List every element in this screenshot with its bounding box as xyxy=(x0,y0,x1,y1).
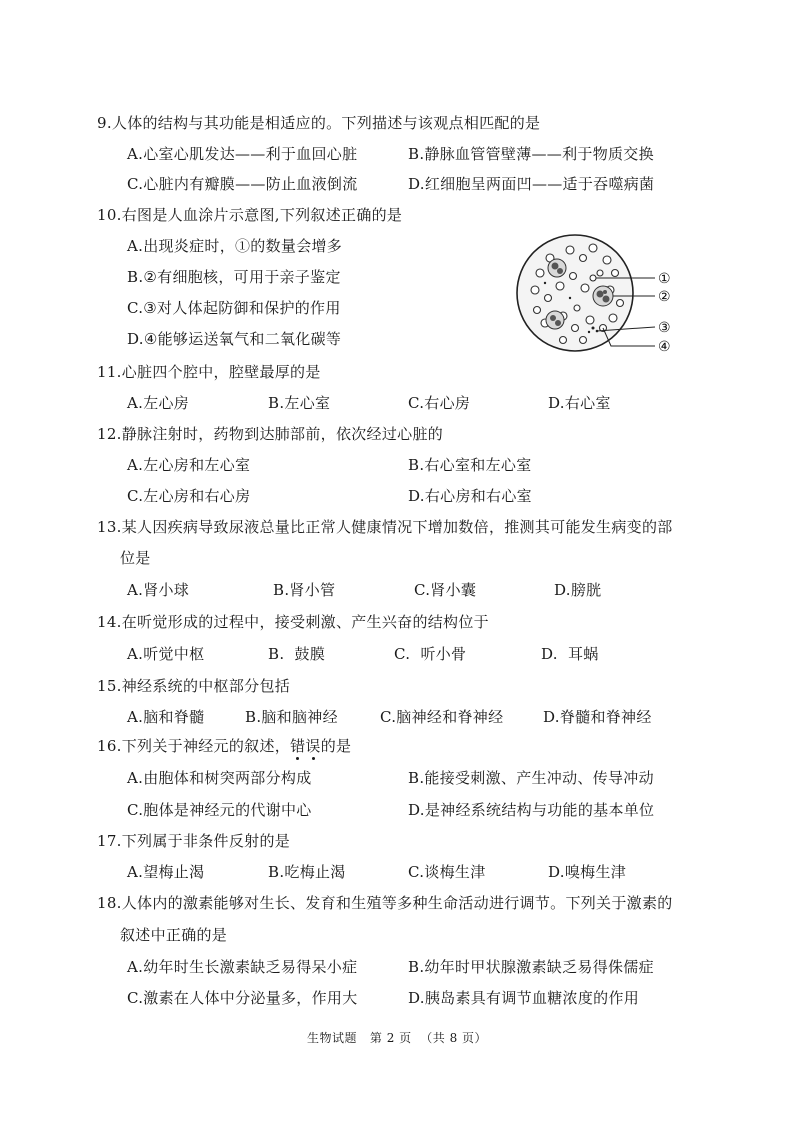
question-16-stem xyxy=(97,736,351,756)
question-13-option-c: C.肾小囊 xyxy=(414,581,477,599)
question-15-option-b: B.脑和脑神经 xyxy=(245,708,338,726)
figure-label-4: ④ xyxy=(658,339,671,355)
question-11-option-a: A.左心房 xyxy=(127,394,190,412)
question-16-option-a: A.由胞体和树突两部分构成 xyxy=(127,769,312,787)
question-14-option-d: D. 耳蜗 xyxy=(541,645,599,663)
question-10-option-b: B.②有细胞核，可用于亲子鉴定 xyxy=(127,268,341,286)
question-14-option-a: A.听觉中枢 xyxy=(127,645,205,663)
figure-label-3: ③ xyxy=(658,320,671,336)
blood-smear-figure xyxy=(515,228,685,358)
question-14-stem: 14.在听觉形成的过程中，接受刺激、产生兴奋的结构位于 xyxy=(97,613,489,631)
question-12-option-a: A.左心房和左心室 xyxy=(127,456,251,474)
question-18-option-d: D.胰岛素具有调节血糖浓度的作用 xyxy=(408,989,640,1007)
question-16-option-b: B.能接受刺激、产生冲动、传导冲动 xyxy=(408,769,654,787)
question-10-option-a: A.出现炎症时，①的数量会增多 xyxy=(127,237,343,255)
figure-label-1: ① xyxy=(658,271,671,287)
question-10-option-c: C.③对人体起防御和保护的作用 xyxy=(127,299,341,317)
question-16-emphasis-2: 误 xyxy=(305,737,321,755)
question-18-stem-line1: 18.人体内的激素能够对生长、发育和生殖等多种生命活动进行调节。下列关于激素的 xyxy=(97,894,673,912)
question-12-option-c: C.左心房和右心房 xyxy=(127,487,251,505)
question-13-stem-line1: 13.某人因疾病导致尿液总量比正常人健康情况下增加数倍，推测其可能发生病变的部 xyxy=(97,518,673,536)
question-18-option-a: A.幼年时生长激素缺乏易得呆小症 xyxy=(127,958,358,976)
question-11-option-c: C.右心房 xyxy=(408,394,471,412)
question-12-stem: 12.静脉注射时，药物到达肺部前，依次经过心脏的 xyxy=(97,425,444,443)
question-11-option-b: B.左心室 xyxy=(268,394,331,412)
question-11-stem: 11.心脏四个腔中，腔壁最厚的是 xyxy=(97,363,321,381)
question-16-emphasis-1: 错 xyxy=(290,737,306,755)
question-12-option-b: B.右心室和左心室 xyxy=(408,456,532,474)
question-16-stem-before: 16.下列关于神经元的叙述， xyxy=(97,737,291,755)
question-17-option-c: C.谈梅生津 xyxy=(408,863,486,881)
question-15-stem: 15.神经系统的中枢部分包括 xyxy=(97,677,291,695)
question-18-option-b: B.幼年时甲状腺激素缺乏易得侏儒症 xyxy=(408,958,654,976)
question-15-option-d: D.脊髓和脊神经 xyxy=(543,708,652,726)
question-13-option-a: A.肾小球 xyxy=(127,581,190,599)
question-13-stem-line2: 位是 xyxy=(120,549,151,567)
question-13-option-b: B.肾小管 xyxy=(273,581,336,599)
question-17-option-b: B.吃梅止渴 xyxy=(268,863,346,881)
question-17-option-a: A.望梅止渴 xyxy=(127,863,205,881)
question-12-option-d: D.右心房和右心室 xyxy=(408,487,532,505)
question-16-stem-after: 的是 xyxy=(320,737,352,755)
question-9-option-b: B.静脉血管管壁薄——利于物质交换 xyxy=(408,145,654,163)
question-9-option-c: C.心脏内有瓣膜——防止血液倒流 xyxy=(127,175,358,193)
page-footer: 生物试题 第 2 页 （共 8 页） xyxy=(306,1031,488,1045)
question-10-option-d: D.④能够运送氧气和二氧化碳等 xyxy=(127,330,342,348)
question-9-stem: 9.人体的结构与其功能是相适应的。下列描述与该观点相匹配的是 xyxy=(97,114,541,132)
figure-label-2: ② xyxy=(658,289,671,305)
question-14-option-c: C. 听小骨 xyxy=(394,645,467,663)
question-9-option-a: A.心室心肌发达——利于血回心脏 xyxy=(127,145,358,163)
question-18-stem-line2: 叙述中正确的是 xyxy=(120,926,228,944)
question-15-option-a: A.脑和脊髓 xyxy=(127,708,205,726)
question-17-stem: 17.下列属于非条件反射的是 xyxy=(97,832,291,850)
question-18-option-c: C.激素在人体中分泌量多，作用大 xyxy=(127,989,358,1007)
marker-1 xyxy=(590,275,596,281)
question-14-option-b: B. 鼓膜 xyxy=(268,645,326,663)
question-15-option-c: C.脑神经和脊神经 xyxy=(380,708,504,726)
question-9-option-d: D.红细胞呈两面凹——适于吞噬病菌 xyxy=(408,175,655,193)
question-13-option-d: D.膀胱 xyxy=(554,581,602,599)
question-11-option-d: D.右心室 xyxy=(548,394,611,412)
question-16-option-c: C.胞体是神经元的代谢中心 xyxy=(127,801,312,819)
question-17-option-d: D.嗅梅生津 xyxy=(548,863,627,881)
question-10-stem: 10.右图是人血涂片示意图,下列叙述正确的是 xyxy=(97,206,403,224)
question-16-option-d: D.是神经系统结构与功能的基本单位 xyxy=(408,801,655,819)
